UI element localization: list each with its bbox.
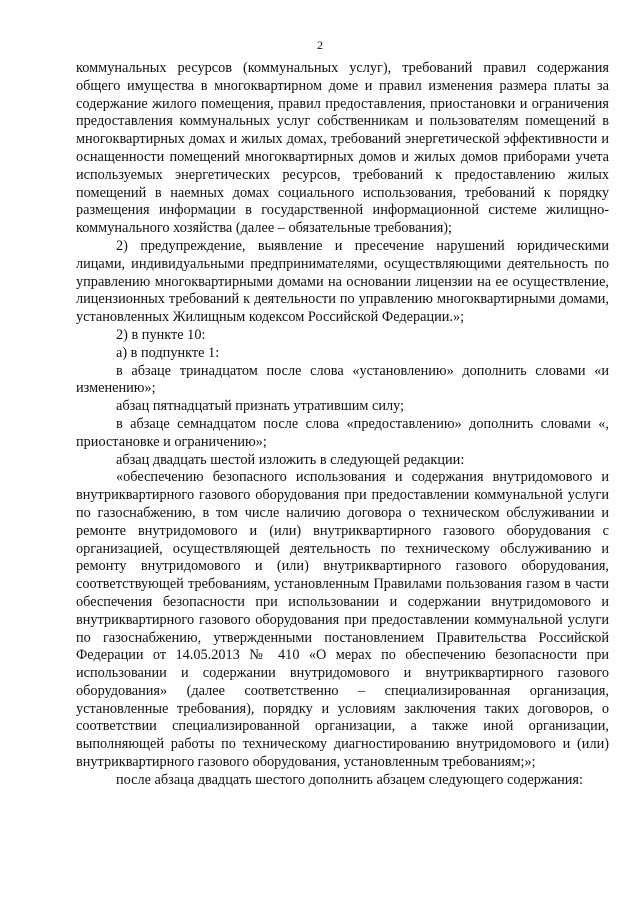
paragraph-amendment-13: в абзаце тринадцатом после слова «установлению» дополнить словами «и изменению»;: [76, 362, 609, 397]
page-number: 2: [317, 38, 323, 52]
paragraph-amendment-26: абзац двадцать шестой изложить в следующей редакции:: [116, 451, 465, 468]
paragraph-amendment-17: в абзаце семнадцатом после слова «предоставлению» дополнить словами «, приостановке и ограничению»;: [76, 415, 609, 450]
paragraph-item-2: 2) предупреждение, выявление и пресечение нарушений юридическими лицами, индивидуальными предпринимателями, осуществляющими деятельность по управлению многоквартирными домами на основании лицензии на ее осуществление, лицензионных требований к деятельности по управлению многоквартирными домами, установленных Жилищным кодексом Российской Федерации.»;: [76, 237, 609, 326]
paragraph-subclause-1: а) в подпункте 1:: [116, 344, 220, 361]
paragraph-clause-10: 2) в пункте 10:: [116, 326, 206, 343]
paragraph-addition: после абзаца двадцать шестого дополнить абзацем следующего содержания:: [116, 771, 583, 788]
paragraph-new-wording: «обеспечению безопасного использования и содержания внутридомового и внутриквартирного газового оборудования при предоставлении коммунальной услуги по газоснабжению, в том числе наличию договора о техническом обслуживании и ремонте внутридомового и (или) внутриквартирного газового оборудования с организацией, осуществляющей деятельность по техническому обслуживанию и ремонту внутридомового и (или) внутриквартирного газового оборудования, соответствующей требованиям, установленным Правилами пользования газом в части обеспечения безопасности при использовании и содержании внутридомового и внутриквартирного газового оборудования при предоставлении коммунальной услуги по газоснабжению, утвержденными постановлением Правительства Российской Федерации от 14.05.2013 № 410 «О мерах по обеспечению безопасности при использовании и содержании внутридомового и внутриквартирного газового оборудования» (далее соответственно – специализированная организация, установленные требования), порядку и условиям заключения таких договоров, о соответствии специализированной организации, а также иной организации, выполняющей работы по техническому диагностированию внутридомового и (или) внутриквартирного газового оборудования, установленным требованиям;»;: [76, 469, 609, 771]
paragraph-amendment-15: абзац пятнадцатый признать утратившим силу;: [116, 398, 405, 415]
document-body: [76, 60, 609, 790]
paragraph-continuation: коммунальных ресурсов (коммунальных услуг), требований правил содержания общего имущества в многоквартирном доме и правил изменения размера платы за содержание жилого помещения, правил предоставления, приостановки и ограничения предоставления коммунальных услуг собственникам и пользователям помещений в многоквартирных домах и жилых домах, требований энергетической эффективности и оснащенности помещений многоквартирных домов и жилых домов приборами учета используемых энергетических ресурсов, требований к предоставлению жилых помещений в наемных домах социального использования, требований к порядку размещения информации в государственной информационной системе жилищно-коммунального хозяйства (далее – обязательные требования);: [76, 60, 609, 237]
